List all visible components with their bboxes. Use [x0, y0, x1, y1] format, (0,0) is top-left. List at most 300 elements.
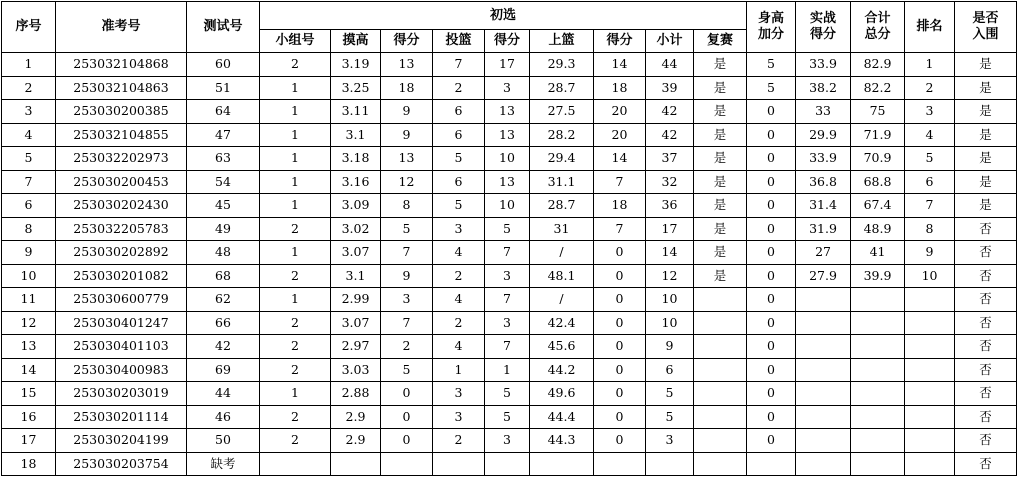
table-cell: 15 — [2, 382, 56, 406]
table-cell: 29.4 — [530, 147, 594, 171]
table-cell: 14 — [646, 241, 694, 265]
table-cell: 39.9 — [851, 264, 905, 288]
table-cell: 是 — [694, 76, 747, 100]
header-final — [955, 2, 1017, 53]
table-cell: 253030200385 — [56, 100, 187, 124]
table-cell — [851, 452, 905, 476]
table-cell: 5 — [747, 53, 796, 77]
table-cell: 13 — [485, 123, 530, 147]
table-cell — [905, 288, 955, 312]
table-cell: 253030401247 — [56, 311, 187, 335]
table-cell: 33.9 — [796, 53, 851, 77]
table-cell: 9 — [381, 264, 433, 288]
table-cell: 3.25 — [331, 76, 381, 100]
table-cell: 1 — [260, 382, 331, 406]
table-cell: 3.03 — [331, 358, 381, 382]
table-cell: 2 — [433, 311, 485, 335]
table-row — [2, 100, 1017, 124]
table-cell: 64 — [187, 100, 260, 124]
table-cell: 47 — [187, 123, 260, 147]
table-cell: 5 — [485, 217, 530, 241]
table-cell: 3 — [433, 405, 485, 429]
table-cell: 9 — [2, 241, 56, 265]
header-final-line1: 是否 — [972, 11, 999, 26]
table-cell: 7 — [485, 288, 530, 312]
table-cell: 253032104868 — [56, 53, 187, 77]
header-match-score-line1: 实战 — [810, 11, 837, 26]
table-cell: 0 — [747, 358, 796, 382]
table-cell: 5 — [905, 147, 955, 171]
table-cell: 12 — [381, 170, 433, 194]
table-cell: 是 — [955, 123, 1017, 147]
table-cell: 50 — [187, 429, 260, 453]
table-row — [2, 335, 1017, 359]
table-row — [2, 123, 1017, 147]
table-cell: 5 — [646, 405, 694, 429]
table-cell: 否 — [955, 311, 1017, 335]
table-cell — [851, 429, 905, 453]
table-cell: 13 — [381, 147, 433, 171]
table-cell: 0 — [747, 335, 796, 359]
table-cell: 10 — [646, 311, 694, 335]
table-cell: 10 — [646, 288, 694, 312]
table-cell: 5 — [381, 217, 433, 241]
table-cell: 31 — [530, 217, 594, 241]
table-cell: 66 — [187, 311, 260, 335]
table-cell: 17 — [646, 217, 694, 241]
table-cell: 1 — [260, 123, 331, 147]
table-cell: 0 — [747, 264, 796, 288]
table-cell: 13 — [2, 335, 56, 359]
table-cell: 69 — [187, 358, 260, 382]
table-cell: 是 — [955, 170, 1017, 194]
table-row — [2, 358, 1017, 382]
table-cell — [694, 452, 747, 476]
table-cell: 否 — [955, 382, 1017, 406]
table-cell: 14 — [2, 358, 56, 382]
table-cell: 8 — [2, 217, 56, 241]
table-cell: 42 — [646, 100, 694, 124]
table-row — [2, 311, 1017, 335]
table-cell: 28.2 — [530, 123, 594, 147]
table-cell — [905, 358, 955, 382]
table-cell: 0 — [381, 382, 433, 406]
table-cell: 17 — [485, 53, 530, 77]
table-cell: 39 — [646, 76, 694, 100]
table-cell: 29.3 — [530, 53, 594, 77]
table-cell — [331, 452, 381, 476]
table-cell: 3.07 — [331, 241, 381, 265]
table-row — [2, 194, 1017, 218]
header-total-line1: 合计 — [864, 11, 891, 26]
table-cell: 0 — [747, 288, 796, 312]
table-cell: 3.09 — [331, 194, 381, 218]
table-cell: 0 — [747, 311, 796, 335]
table-cell: 7 — [381, 311, 433, 335]
table-cell — [796, 429, 851, 453]
table-cell: 6 — [2, 194, 56, 218]
table-cell — [485, 452, 530, 476]
table-cell: 1 — [260, 100, 331, 124]
table-cell: 54 — [187, 170, 260, 194]
table-cell — [796, 405, 851, 429]
table-cell: 2 — [905, 76, 955, 100]
table-cell: 68 — [187, 264, 260, 288]
header-rank: 排名 — [905, 2, 955, 53]
table-cell: 13 — [485, 100, 530, 124]
table-cell: 否 — [955, 217, 1017, 241]
table-cell: 253030203019 — [56, 382, 187, 406]
table-cell: 2 — [381, 335, 433, 359]
table-cell: 0 — [594, 358, 646, 382]
table-cell: 是 — [694, 217, 747, 241]
table-row — [2, 241, 1017, 265]
table-cell: 6 — [646, 358, 694, 382]
table-cell: 0 — [747, 123, 796, 147]
header-touch-height: 摸高 — [331, 30, 381, 53]
header-final-line2: 入围 — [972, 27, 999, 42]
table-cell: 36 — [646, 194, 694, 218]
header-match-score-line2: 得分 — [810, 27, 837, 42]
header-total — [851, 2, 905, 53]
table-cell: 253032202973 — [56, 147, 187, 171]
table-cell: 1 — [260, 147, 331, 171]
table-cell — [905, 311, 955, 335]
table-cell: 7 — [594, 170, 646, 194]
header-height-bonus-line1: 身高 — [758, 11, 785, 26]
header-total-line2: 总分 — [864, 27, 891, 42]
table-cell: 3 — [485, 429, 530, 453]
table-cell — [796, 382, 851, 406]
table-cell: 否 — [955, 452, 1017, 476]
table-cell: 20 — [594, 123, 646, 147]
table-cell — [796, 335, 851, 359]
table-cell: 3 — [485, 76, 530, 100]
table-cell: 4 — [433, 335, 485, 359]
table-cell: 253030202892 — [56, 241, 187, 265]
table-cell: 0 — [747, 241, 796, 265]
table-cell: 否 — [955, 288, 1017, 312]
table-cell: 62 — [187, 288, 260, 312]
table-cell: 2 — [2, 76, 56, 100]
table-cell: 0 — [747, 405, 796, 429]
table-cell: 0 — [747, 147, 796, 171]
table-cell: 0 — [747, 100, 796, 124]
table-cell: 10 — [485, 194, 530, 218]
table-cell — [694, 335, 747, 359]
table-row — [2, 288, 1017, 312]
table-cell: 否 — [955, 264, 1017, 288]
table-cell: 1 — [260, 170, 331, 194]
table-cell — [851, 288, 905, 312]
table-cell: 13 — [381, 53, 433, 77]
table-cell: 12 — [646, 264, 694, 288]
table-row — [2, 53, 1017, 77]
table-cell: 5 — [2, 147, 56, 171]
table-cell: 253030201082 — [56, 264, 187, 288]
table-cell: 42.4 — [530, 311, 594, 335]
table-cell — [796, 288, 851, 312]
table-cell — [851, 382, 905, 406]
table-cell: 45.6 — [530, 335, 594, 359]
table-cell: 4 — [433, 288, 485, 312]
table-cell: 3 — [433, 217, 485, 241]
table-cell: 70.9 — [851, 147, 905, 171]
table-cell: 2.88 — [331, 382, 381, 406]
table-cell: 10 — [905, 264, 955, 288]
table-cell: 3 — [485, 311, 530, 335]
table-cell: 2 — [260, 358, 331, 382]
table-cell — [694, 288, 747, 312]
table-cell: 42 — [187, 335, 260, 359]
table-cell: 28.7 — [530, 76, 594, 100]
table-cell: 48.1 — [530, 264, 594, 288]
header-layup-score: 得分 — [594, 30, 646, 53]
header-test-no: 测试号 — [187, 2, 260, 53]
table-cell: 253030200453 — [56, 170, 187, 194]
table-cell: 253030400983 — [56, 358, 187, 382]
table-cell — [905, 429, 955, 453]
table-cell: 2 — [260, 53, 331, 77]
table-cell: 7 — [485, 241, 530, 265]
table-cell: 36.8 — [796, 170, 851, 194]
table-cell — [530, 452, 594, 476]
table-cell: 51 — [187, 76, 260, 100]
table-cell: 48 — [187, 241, 260, 265]
table-cell: 1 — [260, 76, 331, 100]
table-cell: 44 — [646, 53, 694, 77]
table-cell: 28.7 — [530, 194, 594, 218]
table-cell: 18 — [2, 452, 56, 476]
table-cell: 6 — [433, 100, 485, 124]
table-cell: 253030600779 — [56, 288, 187, 312]
table-cell: 0 — [381, 429, 433, 453]
table-cell: 3.16 — [331, 170, 381, 194]
table-cell: 0 — [381, 405, 433, 429]
table-cell: 3.02 — [331, 217, 381, 241]
table-cell: 2 — [433, 76, 485, 100]
header-height-bonus-line2: 加分 — [758, 27, 785, 42]
table-cell: 253030202430 — [56, 194, 187, 218]
table-cell — [694, 358, 747, 382]
table-cell — [851, 358, 905, 382]
table-cell: 46 — [187, 405, 260, 429]
table-row — [2, 76, 1017, 100]
table-cell: 3 — [485, 264, 530, 288]
table-cell: 0 — [747, 217, 796, 241]
table-cell — [796, 452, 851, 476]
table-cell: 3.1 — [331, 123, 381, 147]
table-cell: 14 — [594, 147, 646, 171]
table-cell: 1 — [433, 358, 485, 382]
table-cell: 是 — [694, 241, 747, 265]
table-cell: 是 — [694, 100, 747, 124]
table-cell — [260, 452, 331, 476]
table-cell: 否 — [955, 429, 1017, 453]
table-cell: 71.9 — [851, 123, 905, 147]
header-touch-score: 得分 — [381, 30, 433, 53]
table-cell: 12 — [2, 311, 56, 335]
table-cell: 33.9 — [796, 147, 851, 171]
table-cell: 2 — [260, 217, 331, 241]
header-shooting: 投篮 — [433, 30, 485, 53]
table-cell: 2 — [260, 264, 331, 288]
table-cell: 1 — [485, 358, 530, 382]
table-row — [2, 382, 1017, 406]
table-cell: 18 — [594, 194, 646, 218]
table-cell: 否 — [955, 335, 1017, 359]
header-height-bonus — [747, 2, 796, 53]
table-cell: 253030401103 — [56, 335, 187, 359]
table-cell — [905, 405, 955, 429]
table-cell: 1 — [260, 241, 331, 265]
table-cell: 2.99 — [331, 288, 381, 312]
table-cell: 7 — [485, 335, 530, 359]
table-row — [2, 452, 1017, 476]
table-cell: 7 — [905, 194, 955, 218]
table-cell: 253032104863 — [56, 76, 187, 100]
table-cell: 是 — [694, 170, 747, 194]
table-cell: 3 — [2, 100, 56, 124]
table-cell: 5 — [433, 147, 485, 171]
table-cell: 是 — [694, 53, 747, 77]
table-cell: 6 — [905, 170, 955, 194]
table-cell: 7 — [433, 53, 485, 77]
table-cell: 3.07 — [331, 311, 381, 335]
table-cell: 2 — [433, 264, 485, 288]
table-cell: 否 — [955, 405, 1017, 429]
header-shooting-score: 得分 — [485, 30, 530, 53]
header-prelim: 初选 — [260, 2, 747, 30]
table-cell: 9 — [905, 241, 955, 265]
table-cell: 7 — [2, 170, 56, 194]
table-cell: 是 — [955, 194, 1017, 218]
table-cell: 0 — [594, 382, 646, 406]
table-cell: 3 — [905, 100, 955, 124]
table-cell: 3.11 — [331, 100, 381, 124]
table-cell: 5 — [646, 382, 694, 406]
table-cell: 45 — [187, 194, 260, 218]
results-body — [2, 53, 1017, 476]
table-cell — [905, 335, 955, 359]
table-cell: 0 — [747, 382, 796, 406]
table-row — [2, 264, 1017, 288]
table-cell: 63 — [187, 147, 260, 171]
table-cell: 14 — [594, 53, 646, 77]
table-cell: 60 — [187, 53, 260, 77]
table-cell: 7 — [594, 217, 646, 241]
table-cell — [646, 452, 694, 476]
table-cell: 1 — [260, 288, 331, 312]
table-cell: 9 — [381, 123, 433, 147]
table-cell: 20 — [594, 100, 646, 124]
header-seq: 序号 — [2, 2, 56, 53]
table-cell — [381, 452, 433, 476]
table-cell: 82.9 — [851, 53, 905, 77]
table-cell: 4 — [905, 123, 955, 147]
table-cell: / — [530, 241, 594, 265]
table-cell — [851, 405, 905, 429]
table-cell: 27 — [796, 241, 851, 265]
table-row — [2, 217, 1017, 241]
table-cell: 44.4 — [530, 405, 594, 429]
table-cell: 1 — [260, 194, 331, 218]
table-cell: 10 — [2, 264, 56, 288]
table-cell: 253032104855 — [56, 123, 187, 147]
table-cell — [747, 452, 796, 476]
header-exam-id: 准考号 — [56, 2, 187, 53]
table-cell: 0 — [594, 335, 646, 359]
table-cell: 5 — [381, 358, 433, 382]
table-cell: 5 — [485, 405, 530, 429]
table-cell: 49.6 — [530, 382, 594, 406]
table-cell: 6 — [433, 123, 485, 147]
table-cell — [694, 429, 747, 453]
table-cell — [851, 335, 905, 359]
table-cell: 67.4 — [851, 194, 905, 218]
table-cell: 44 — [187, 382, 260, 406]
table-cell — [796, 311, 851, 335]
header-match-score — [796, 2, 851, 53]
table-cell: 0 — [594, 311, 646, 335]
table-cell: 6 — [433, 170, 485, 194]
table-cell: 31.1 — [530, 170, 594, 194]
table-cell: 253030203754 — [56, 452, 187, 476]
table-cell: 2.97 — [331, 335, 381, 359]
table-cell: 68.8 — [851, 170, 905, 194]
table-cell — [594, 452, 646, 476]
table-cell: 3.1 — [331, 264, 381, 288]
table-cell: 18 — [594, 76, 646, 100]
table-cell: 3.18 — [331, 147, 381, 171]
table-cell: 49 — [187, 217, 260, 241]
header-second-round: 复赛 — [694, 30, 747, 53]
table-cell — [694, 382, 747, 406]
table-cell: 0 — [747, 170, 796, 194]
table-cell: 29.9 — [796, 123, 851, 147]
table-cell: 是 — [694, 264, 747, 288]
table-cell: 1 — [905, 53, 955, 77]
table-cell: 2 — [433, 429, 485, 453]
table-cell: 1 — [2, 53, 56, 77]
table-cell: 2 — [260, 429, 331, 453]
table-cell: 16 — [2, 405, 56, 429]
table-cell: 0 — [747, 194, 796, 218]
table-cell: 5 — [433, 194, 485, 218]
table-cell: 8 — [381, 194, 433, 218]
table-cell — [905, 382, 955, 406]
table-cell: 9 — [646, 335, 694, 359]
table-cell: 缺考 — [187, 452, 260, 476]
table-cell: 3 — [433, 382, 485, 406]
table-cell: 38.2 — [796, 76, 851, 100]
table-cell: 41 — [851, 241, 905, 265]
table-cell: 3 — [646, 429, 694, 453]
table-cell: 44.3 — [530, 429, 594, 453]
table-cell: 是 — [955, 100, 1017, 124]
table-cell — [905, 452, 955, 476]
table-cell: 48.9 — [851, 217, 905, 241]
table-cell: 31.4 — [796, 194, 851, 218]
table-cell: 4 — [2, 123, 56, 147]
table-cell: 33 — [796, 100, 851, 124]
table-row — [2, 429, 1017, 453]
table-cell: 0 — [747, 429, 796, 453]
table-cell: 否 — [955, 241, 1017, 265]
table-row — [2, 405, 1017, 429]
table-row — [2, 147, 1017, 171]
table-cell: 82.2 — [851, 76, 905, 100]
